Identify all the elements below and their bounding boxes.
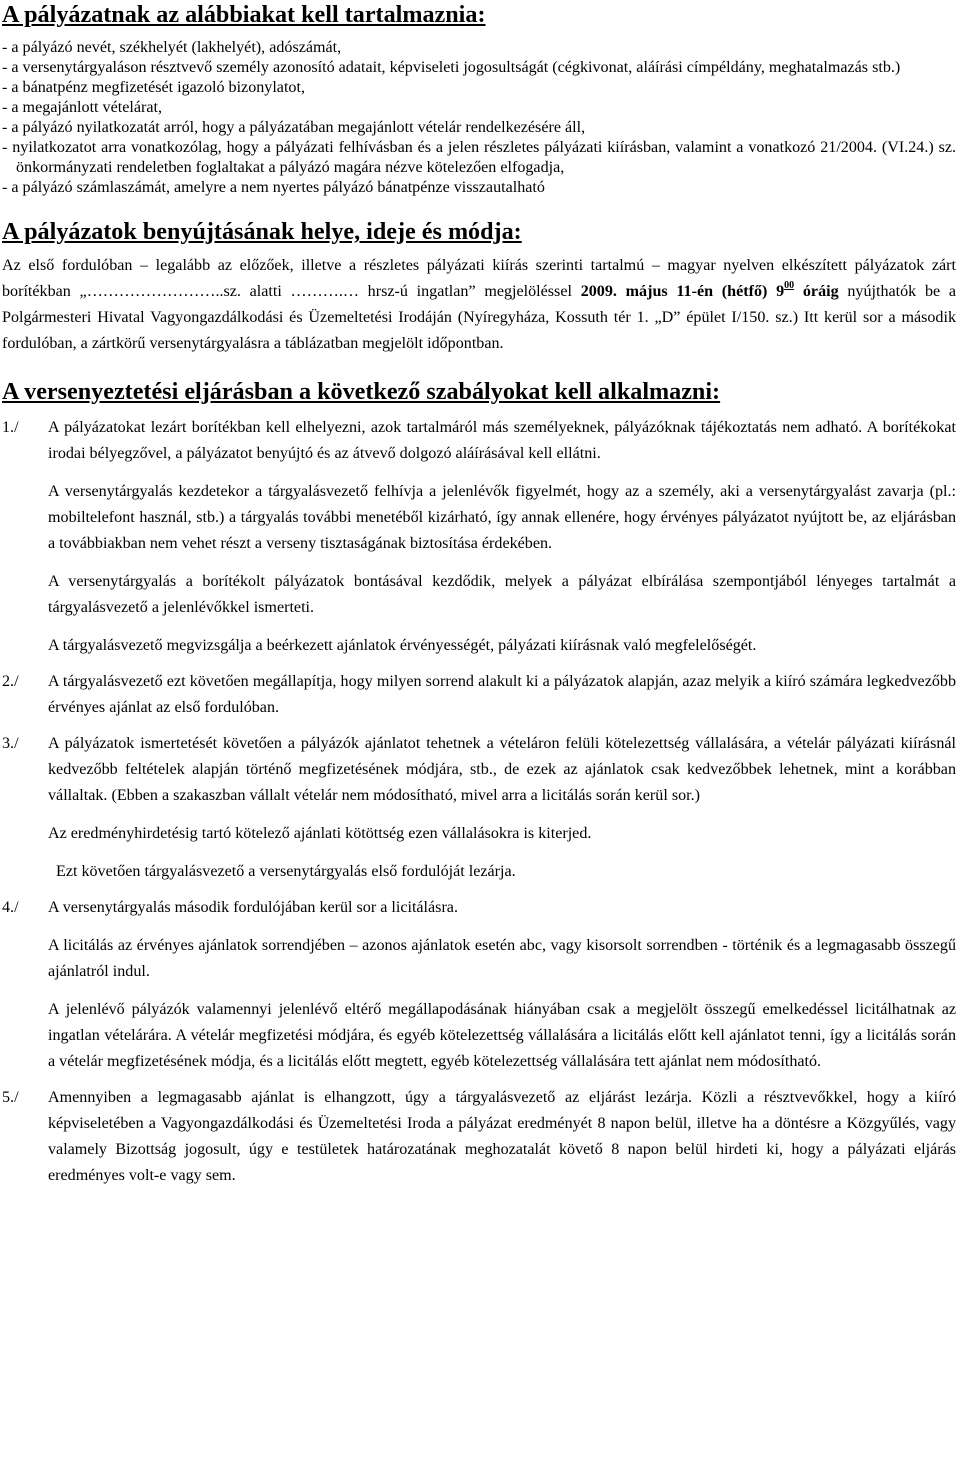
rule-number: 1./ [2, 419, 19, 436]
deadline-date: 2009. május 11-én (hétfő) 9 [580, 283, 785, 300]
rule-paragraph: A licitálás az érvényes ajánlatok sorrendjében – azonos ajánlatok esetén abc, vagy kisorsolt sorrendben - történik és a legmagasabb összegű ajánlatról indul. [48, 937, 956, 980]
submission-deadline [580, 280, 839, 300]
rule-body [48, 731, 956, 885]
submission-text-1: Az első fordulóban – legalább az előzőek, illetve a részletes pályázati kiírás szerinti tartalmú – magyar nyelven elkészített pályázatok zárt borítékban „……………………..sz. alatti ……….… hrsz-ú ingatlan” megjelöléssel [2, 257, 956, 300]
requirements-list [2, 38, 956, 198]
list-item: - a megajánlott vételárat, [2, 99, 162, 116]
rule-body [48, 669, 956, 721]
list-item: - nyilatkozatot arra vonatkozólag, hogy a pályázati felhívásban és a jelen részletes pályázati kiírásban, valamint a vonatkozó 21/2004. (VI.24.) sz. önkormányzati rendeletben foglaltakat a pályázó magára nézve kötelezően elfogadja, [2, 139, 956, 176]
deadline-superscript: 00 [784, 280, 795, 291]
rule-body [48, 895, 956, 1075]
submission-heading: A pályázatok benyújtásának helye, ideje és módja: [2, 218, 522, 245]
list-item: - a versenytárgyaláson résztvevő személy azonosító adatait, képviseleti jogosultságát (cégkivonat, aláírási címpéldány, meghatalmazás stb.) [2, 59, 901, 76]
rule-paragraph: Amennyiben a legmagasabb ajánlat is elhangzott, úgy a tárgyalásvezető az eljárást lezárja. Közli a résztvevőkkel, hogy a kiíró képviseletében a Vagyongazdálkodási és Üzemeltetési Iroda a pályázat eredményét 8 napon belül, illetve ha a döntésre a Közgyűlés, vagy valamely Bizottság jogosult, úgy e testületek határozatának meghozatalát követő 8 napon belül hirdeti ki, hogy a pályázati eljárás eredményes volt-e vagy sem. [48, 1089, 956, 1184]
list-item: - a pályázó számlaszámát, amelyre a nem nyertes pályázó bánatpénze visszautalható [2, 179, 545, 196]
rule-item-5 [2, 1085, 956, 1189]
requirements-heading: A pályázatnak az alábbiakat kell tartalmaznia: [2, 1, 486, 28]
rule-item-4 [2, 895, 956, 1075]
rule-paragraph: A pályázatokat lezárt borítékban kell elhelyezni, azok tartalmáról más személyeknek, pályázóknak tájékoztatás nem adható. A borítékokat irodai bélyegzővel, a pályázatot benyújtó és az átvevő dolgozó aláírásával kell ellátni. [48, 419, 956, 462]
rule-paragraph: A tárgyalásvezető megvizsgálja a beérkezett ajánlatok érvényességét, pályázati kiírásnak való megfelelőségét. [48, 637, 757, 654]
rule-number: 3./ [2, 735, 19, 752]
submission-paragraph [2, 253, 956, 357]
list-item: - a pályázó nyilatkozatát arról, hogy a pályázatában megajánlott vételár rendelkezésére áll, [2, 119, 586, 136]
rule-paragraph: A versenytárgyalás a borítékolt pályázatok bontásával kezdődik, melyek a pályázat elbírálása szempontjából lényeges tartalmát a tárgyalásvezető a jelenlévőkkel ismerteti. [48, 573, 956, 616]
list-item: - a pályázó nevét, székhelyét (lakhelyét), adószámát, [2, 39, 342, 56]
deadline-time: óráig [802, 283, 839, 300]
rule-paragraph: Az eredményhirdetésig tartó kötelező ajánlati kötöttség ezen vállalásokra is kiterjed. [48, 825, 592, 842]
list-item: - a bánatpénz megfizetését igazoló bizonylatot, [2, 79, 305, 96]
rules-heading: A versenyeztetési eljárásban a következő szabályokat kell alkalmazni: [2, 378, 721, 405]
rule-body [48, 1085, 956, 1189]
rule-number: 5./ [2, 1089, 19, 1106]
rule-body [48, 415, 956, 659]
rule-paragraph: A pályázatok ismertetését követően a pályázók ajánlatot tehetnek a vételáron felüli kötelezettség vállalására, a vételár pályázati kiírásnál kedvezőbb feltételek alapján történő megfizetésének módjára, stb., de ezek az ajánlatok csak kedvezőbbek lehetnek, mint a korábban vállaltak. (Ebben a szakaszban vállalt vételár nem módosítható, mivel arra a licitálás során kerül sor.) [48, 735, 956, 804]
rule-paragraph: A versenytárgyalás kezdetekor a tárgyalásvezető felhívja a jelenlévők figyelmét, hogy az a személy, aki a versenytárgyalást zavarja (pl.: mobiltelefont használ, stb.) a tárgyalás további menetéből kizárható, így annak ellenére, hogy érvényes pályázatot nyújtott be, az eljárásban a továbbiakban nem vehet részt a verseny tisztaságának biztosítása érdekében. [48, 483, 956, 552]
rule-paragraph: A versenytárgyalás második fordulójában kerül sor a licitálásra. [48, 899, 458, 916]
rule-item-1 [2, 415, 956, 659]
rule-paragraph: A jelenlévő pályázók valamennyi jelenlévő eltérő megállapodásának hiányában csak a megjelölt összegű emelkedéssel licitálhatnak az ingatlan vételárára. A vételár megfizetési módjára, és egyéb kötelezettség vállalására a licitálás előtt kell ajánlatot tenni, így a licitálás során a vételár megfizetésének módja, és a licitálás előtt megtett, egyéb kötelezettség vállalására tett ajánlat nem módosítható. [48, 1001, 956, 1070]
submission-text-2: nyújthatók be a Polgármesteri Hivatal Vagyongazdálkodási és Üzemeltetési Irodáján (Nyíregyháza, Kossuth tér 1. „D” épület I/150. sz.) Itt kerül sor a második fordulóban, a zártkörű versenytárgyalásra a táblázatban megjelölt időpontban. [2, 283, 957, 352]
rule-item-3 [2, 731, 956, 885]
rule-number: 4./ [2, 899, 19, 916]
rule-number: 2./ [2, 673, 19, 690]
rule-item-2 [2, 669, 956, 721]
rule-paragraph: A tárgyalásvezető ezt követően megállapítja, hogy milyen sorrend alakult ki a pályázatok alapján, azaz melyik a kiíró számára legkedvezőbb érvényes ajánlat az első fordulóban. [48, 673, 956, 716]
rule-paragraph: Ezt követően tárgyalásvezető a versenytárgyalás első fordulóját lezárja. [56, 863, 516, 880]
